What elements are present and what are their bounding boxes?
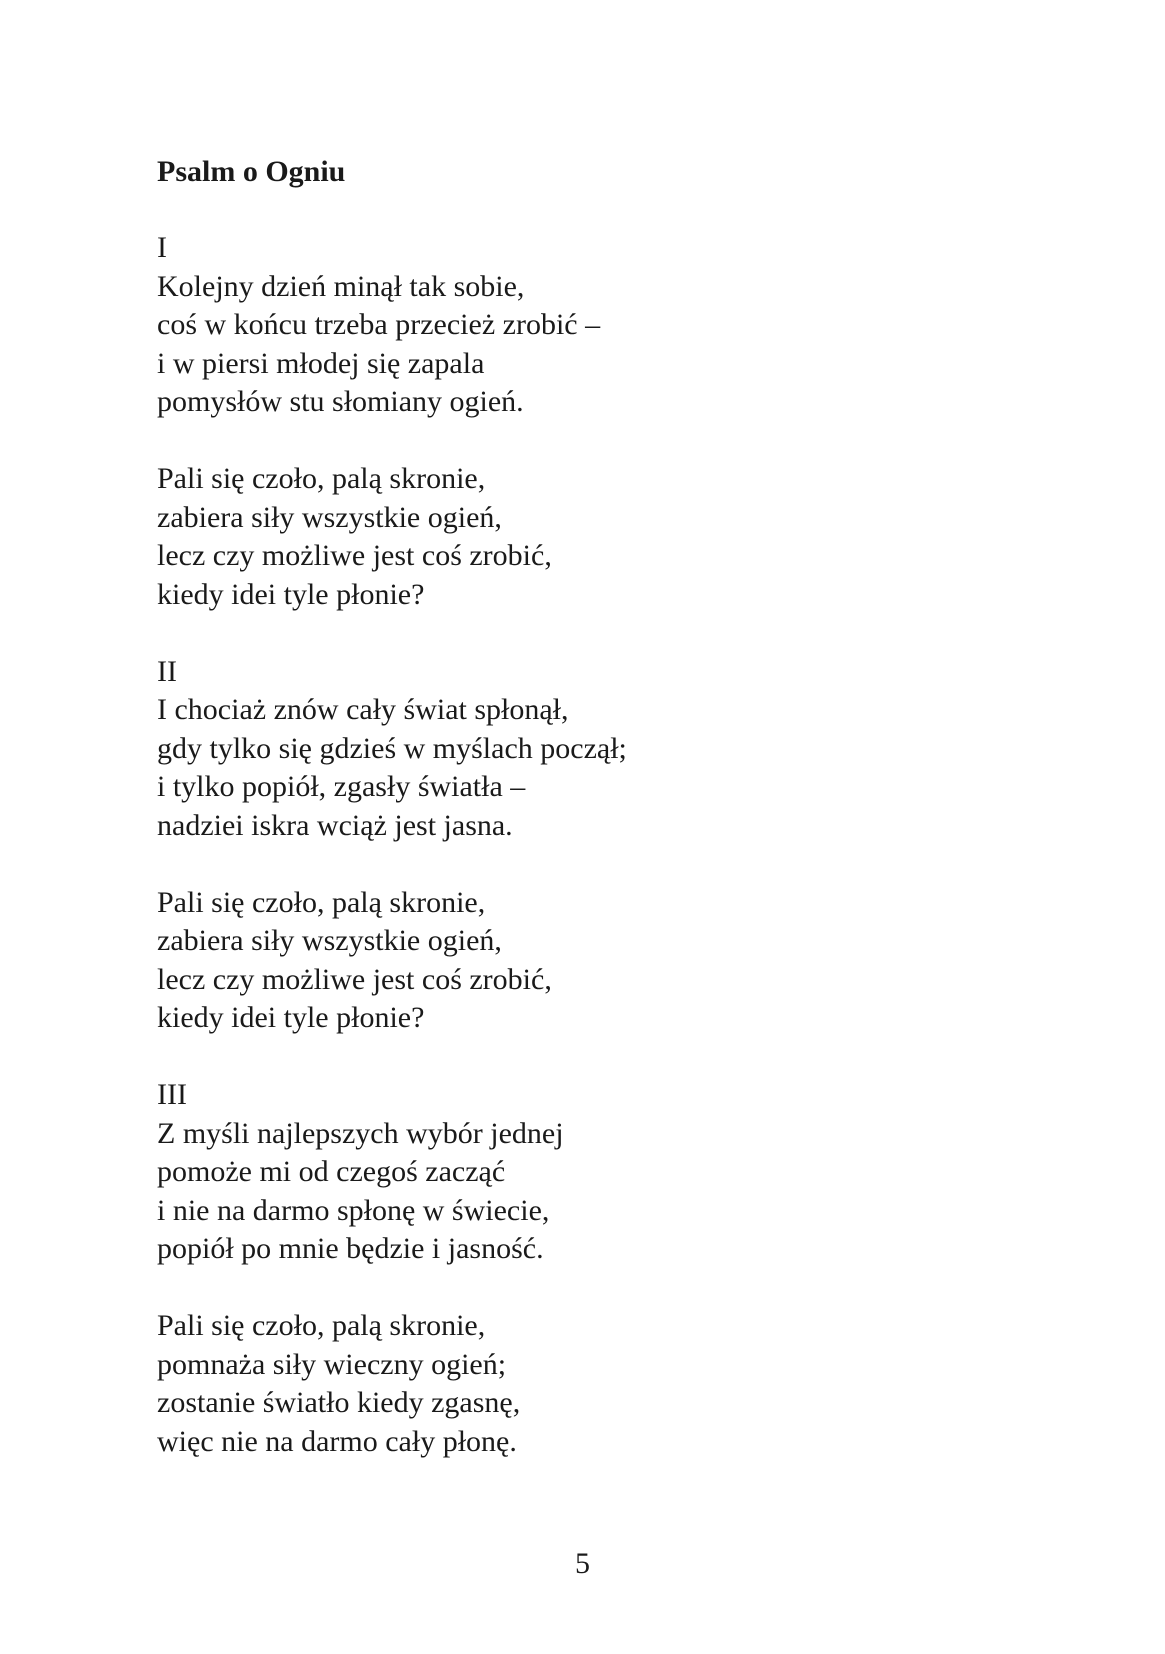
verse-line: Z myśli najlepszych wybór jednej <box>157 1116 564 1150</box>
poem-body <box>157 229 627 1461</box>
verse-line: popiół po mnie będzie i jasność. <box>157 1232 544 1265</box>
verse-line: i w piersi młodej się zapala <box>157 346 485 380</box>
verse-line: coś w końcu trzeba przecież zrobić – <box>157 308 601 341</box>
verse-line: pomnaża siły wieczny ogień; <box>157 1347 507 1381</box>
verse-line: i nie na darmo spłonę w świecie, <box>157 1193 550 1227</box>
section-numeral: III <box>157 1078 187 1111</box>
section-numeral: I <box>157 231 167 264</box>
verse-line: lecz czy możliwe jest coś zrobić, <box>157 962 552 996</box>
page-number: 5 <box>575 1547 590 1580</box>
verse-line: kiedy idei tyle płonie? <box>157 577 425 611</box>
poem-title: Psalm o Ogniu <box>157 155 346 188</box>
verse-line: zabiera siły wszystkie ogień, <box>157 500 502 534</box>
stanza-break <box>157 614 627 653</box>
stanza-break <box>157 845 627 884</box>
verse-line: nadziei iskra wciąż jest jasna. <box>157 808 513 842</box>
verse-line: więc nie na darmo cały płonę. <box>157 1424 517 1458</box>
stanza-break <box>157 422 627 461</box>
verse-line: kiedy idei tyle płonie? <box>157 1001 425 1034</box>
section-numeral: II <box>157 654 177 688</box>
verse-line: I chociaż znów cały świat spłonął, <box>157 693 569 726</box>
verse-line: Pali się czoło, palą skronie, <box>157 462 486 495</box>
verse-line: Pali się czoło, palą skronie, <box>157 885 486 919</box>
verse-line: pomysłów stu słomiany ogień. <box>157 385 524 418</box>
verse-line: lecz czy możliwe jest coś zrobić, <box>157 539 552 572</box>
verse-line: Kolejny dzień minął tak sobie, <box>157 269 525 303</box>
verse-line: zostanie światło kiedy zgasnę, <box>157 1386 521 1419</box>
stanza-break <box>157 1269 627 1308</box>
verse-line: Pali się czoło, palą skronie, <box>157 1309 486 1342</box>
verse-line: pomoże mi od czegoś zacząć <box>157 1155 506 1188</box>
stanza-break <box>157 1038 627 1077</box>
verse-line: zabiera siły wszystkie ogień, <box>157 924 502 957</box>
verse-line: gdy tylko się gdzieś w myślach począł; <box>157 731 627 765</box>
verse-line: i tylko popiół, zgasły światła – <box>157 770 526 803</box>
